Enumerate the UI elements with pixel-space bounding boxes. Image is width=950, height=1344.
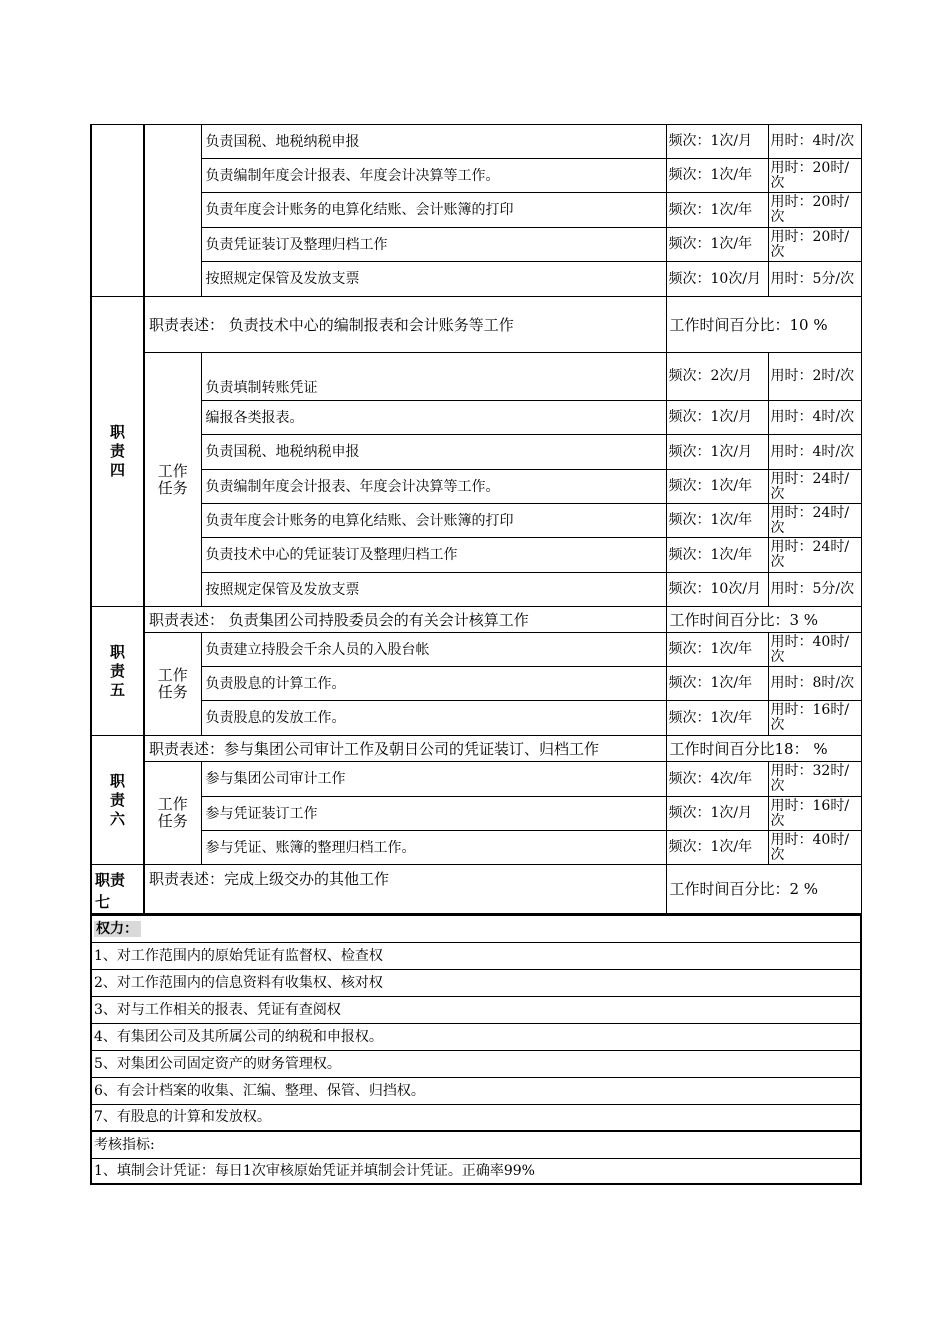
work-task-label (144, 633, 201, 736)
task-text: 编报各类报表。 (201, 401, 666, 435)
table-row (91, 831, 861, 865)
task-duration: 用时：40时/次 (768, 633, 861, 667)
task-duration: 用时：5分/次 (768, 573, 861, 607)
table-row (91, 262, 861, 297)
task-duration: 用时：32时/次 (768, 762, 861, 797)
work-task-label (144, 353, 201, 607)
table-row (91, 353, 861, 401)
time-percentage: 工作时间百分比18： % (666, 736, 861, 762)
table-row (91, 159, 861, 193)
power-item: 2、对工作范围内的信息资料有收集权、核对权 (91, 969, 861, 996)
task-duration: 用时：4时/次 (768, 125, 861, 159)
power-item: 1、对工作范围内的原始凭证有监督权、检查权 (91, 942, 861, 969)
task-text: 负责年度会计账务的电算化结账、会计账簿的打印 (201, 193, 666, 228)
task-duration: 用时：40时/次 (768, 831, 861, 865)
duty-title-text: 职责五 (109, 642, 125, 699)
task-frequency: 频次：10次/月 (666, 573, 768, 607)
task-text: 负责技术中心的凭证装订及整理归档工作 (201, 538, 666, 573)
task-duration: 用时：20时/次 (768, 159, 861, 193)
power-item: 5、对集团公司固定资产的财务管理权。 (91, 1050, 861, 1077)
task-text: 负责建立持股会千余人员的入股台帐 (201, 633, 666, 667)
duty-title-text: 职责六 (109, 771, 125, 828)
task-text: 负责股息的发放工作。 (201, 701, 666, 736)
duty-label-cell (91, 125, 144, 297)
power-item: 3、对与工作相关的报表、凭证有查阅权 (91, 996, 861, 1023)
table-row (91, 401, 861, 435)
duty-title-text: 职责七 (95, 871, 126, 911)
task-frequency: 频次：1次/年 (666, 701, 768, 736)
task-text: 负责国税、地税纳税申报 (201, 125, 666, 159)
task-text: 负责编制年度会计报表、年度会计决算等工作。 (201, 470, 666, 504)
task-text: 负责填制转账凭证 (201, 353, 666, 401)
task-frequency: 频次：1次/年 (666, 193, 768, 228)
table-row (91, 435, 861, 470)
task-text: 负责编制年度会计报表、年度会计决算等工作。 (201, 159, 666, 193)
table-row (91, 504, 861, 538)
task-duration: 用时：5分/次 (768, 262, 861, 297)
table-row (91, 470, 861, 504)
task-frequency: 频次：1次/年 (666, 504, 768, 538)
work-task-label-text: 工作任务 (157, 461, 188, 497)
work-task-label-text: 工作任务 (157, 666, 188, 701)
table-row (91, 228, 861, 262)
task-duration: 用时：2时/次 (768, 353, 861, 401)
task-duration: 用时：24时/次 (768, 538, 861, 573)
job-description-document (90, 124, 860, 1185)
task-frequency: 频次：10次/月 (666, 262, 768, 297)
task-duration: 用时：20时/次 (768, 193, 861, 228)
table-row (91, 667, 861, 701)
task-frequency: 频次：1次/月 (666, 797, 768, 831)
task-frequency: 频次：1次/月 (666, 401, 768, 435)
task-text: 负责年度会计账务的电算化结账、会计账簿的打印 (201, 504, 666, 538)
duty-title (91, 736, 144, 865)
task-label-cell (144, 125, 201, 297)
task-duration: 用时：24时/次 (768, 470, 861, 504)
power-item: 4、有集团公司及其所属公司的纳税和申报权。 (91, 1023, 861, 1050)
task-frequency: 频次：4次/年 (666, 762, 768, 797)
duty-title (91, 607, 144, 736)
task-duration: 用时：8时/次 (768, 667, 861, 701)
kpi-heading: 考核指标: (91, 1131, 861, 1158)
task-text: 负责国税、地税纳税申报 (201, 435, 666, 470)
power-item: 7、有股息的计算和发放权。 (91, 1104, 861, 1131)
duty-description-row (91, 297, 861, 353)
task-text: 负责凭证装订及整理归档工作 (201, 228, 666, 262)
task-text: 参与集团公司审计工作 (201, 762, 666, 797)
powers-table (90, 914, 862, 1185)
powers-heading: 权力： (94, 921, 141, 937)
time-percentage: 工作时间百分比：3 % (666, 607, 861, 633)
task-text: 按照规定保管及发放支票 (201, 262, 666, 297)
table-row (91, 701, 861, 736)
time-percentage: 工作时间百分比：10 % (666, 297, 861, 353)
duty-description: 职责表述： 负责技术中心的编制报表和会计账务等工作 (144, 297, 666, 353)
table-row (91, 633, 861, 667)
task-frequency: 频次：1次/年 (666, 470, 768, 504)
table-row (91, 125, 861, 159)
task-duration: 用时：20时/次 (768, 228, 861, 262)
task-text: 参与凭证装订工作 (201, 797, 666, 831)
duty-description-row (91, 736, 861, 762)
task-frequency: 频次：1次/年 (666, 538, 768, 573)
task-duration: 用时：24时/次 (768, 504, 861, 538)
duty-description-row (91, 607, 861, 633)
time-percentage: 工作时间百分比：2 % (666, 865, 861, 914)
duty-title (91, 297, 144, 607)
duty-description: 职责表述：参与集团公司审计工作及朝日公司的凭证装订、归档工作 (144, 736, 666, 762)
task-duration: 用时：16时/次 (768, 797, 861, 831)
task-frequency: 频次：1次/年 (666, 831, 768, 865)
task-text: 参与凭证、账簿的整理归档工作。 (201, 831, 666, 865)
duty-description: 职责表述： 负责集团公司持股委员会的有关会计核算工作 (144, 607, 666, 633)
power-item: 6、有会计档案的收集、汇编、整理、保管、归挡权。 (91, 1077, 861, 1104)
duty-description-row (91, 865, 861, 914)
duty-description: 职责表述：完成上级交办的其他工作 (144, 865, 666, 914)
table-row (91, 762, 861, 797)
task-duration: 用时：4时/次 (768, 401, 861, 435)
task-text: 按照规定保管及发放支票 (201, 573, 666, 607)
duties-table (90, 124, 862, 914)
task-duration: 用时：4时/次 (768, 435, 861, 470)
task-frequency: 频次：1次/年 (666, 228, 768, 262)
work-task-label-text: 工作任务 (157, 795, 188, 830)
table-row (91, 538, 861, 573)
powers-heading-cell (91, 915, 861, 942)
task-text: 负责股息的计算工作。 (201, 667, 666, 701)
task-frequency: 频次：1次/年 (666, 159, 768, 193)
kpi-item: 1、填制会计凭证：每日1次审核原始凭证并填制会计凭证。正确率99% (91, 1158, 861, 1184)
table-row (91, 797, 861, 831)
task-frequency: 频次：2次/月 (666, 353, 768, 401)
task-duration: 用时：16时/次 (768, 701, 861, 736)
table-row (91, 573, 861, 607)
task-frequency: 频次：1次/月 (666, 435, 768, 470)
table-row (91, 193, 861, 228)
duty-title (91, 865, 144, 914)
task-frequency: 频次：1次/年 (666, 667, 768, 701)
duty-title-text: 职责四 (109, 423, 125, 479)
work-task-label (144, 762, 201, 865)
task-frequency: 频次：1次/月 (666, 125, 768, 159)
task-frequency: 频次：1次/年 (666, 633, 768, 667)
